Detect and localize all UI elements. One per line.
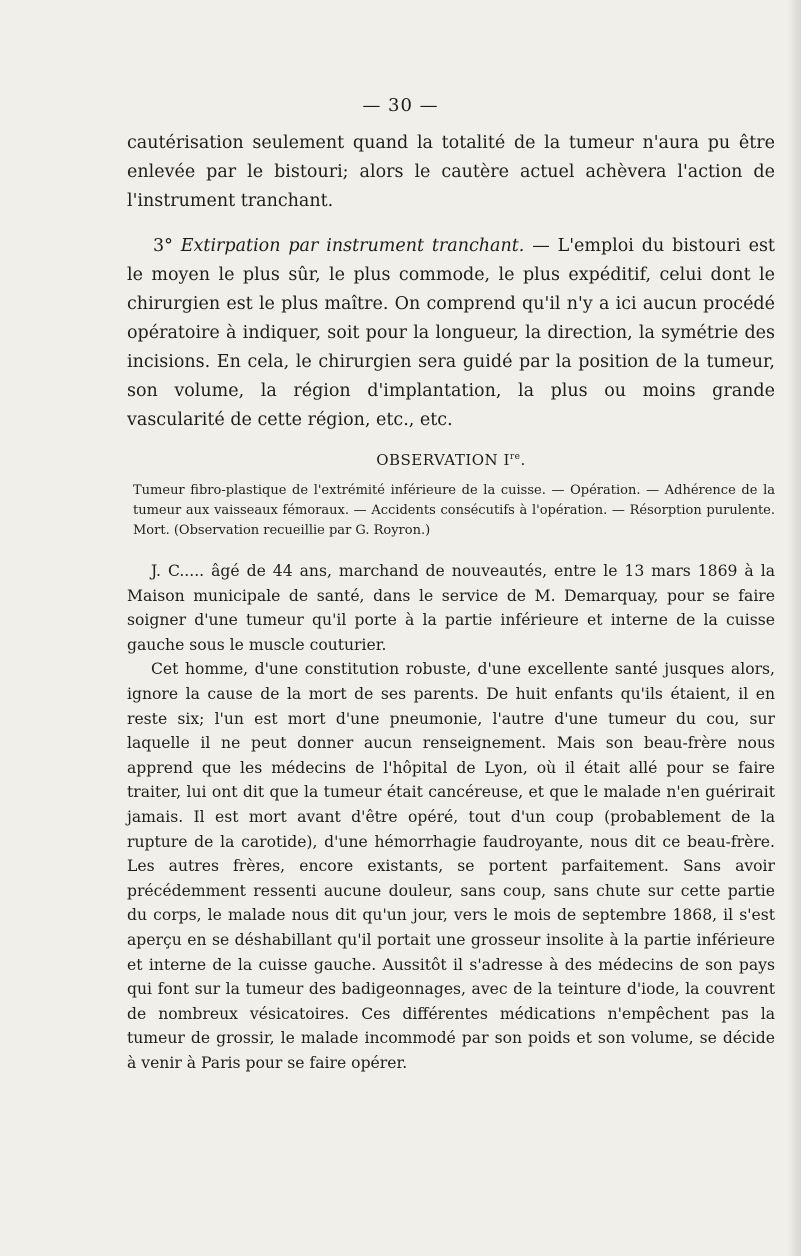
observation-summary: Tumeur fibro-plastique de l'extrémité inférieure de la cuisse. — Opération. — Adhérence de la tumeur aux vaisseaux fémoraux. — Accidents consécutifs à l'opération. — Résorption purulente. Mort. (Observation recueillie par G. Royron.) xyxy=(133,483,775,538)
observation-title xyxy=(127,451,775,469)
paragraph-extirpation xyxy=(127,232,775,435)
paragraph-cauterisation: cautérisation seulement quand la totalité de la tumeur n'aura pu être enlevée par le bistouri; alors le cautère actuel achèvera l'action de l'instrument tranchant. xyxy=(127,133,775,211)
section-number: 3° xyxy=(153,236,173,256)
section-heading: Extirpation par instrument tranchant. xyxy=(180,236,525,256)
page-number: — 30 — xyxy=(362,95,439,116)
page-content xyxy=(127,129,775,1075)
observation-title-text: OBSERVATION I xyxy=(376,451,510,469)
observation-paragraph-2: Cet homme, d'une constitution robuste, d'une excellente santé jusques alors, ignore la cause de la mort de ses parents. De huit enfants qu'ils étaient, il en reste six; l'un est mort d'une pneumonie, l'autre d'une tumeur du cou, sur laquelle il ne peut donner aucun renseignement. Mais son beau-frère nous apprend que les médecins de l'hôpital de Lyon, où il était allé pour se faire traiter, lui ont dit que la tumeur était cancéreuse, et que le malade n'en guérirait jamais. Il est mort avant d'être opéré, tout d'un coup (probablement de la rupture de la carotide), d'une hémorrhagie faudroyante, nous dit ce beau-frère. Les autres frères, encore existants, se portent parfaitement. Sans avoir précédemment ressenti aucune douleur, sans coup, sans chute sur cette partie du corps, le malade nous dit qu'un jour, vers le mois de septembre 1868, il s'est aperçu en se déshabillant qu'il portait une grosseur insolite à la partie inférieure et interne de la cuisse gauche. Aussitôt il s'adresse à des médecins de son pays qui font sur la tumeur des badigeonnages, avec de la teinture d'iode, la couvrent de nombreux vésicatoires. Ces différentes médications n'empêchent pas la tumeur de grossir, le malade incommodé par son poids et son volume, se décide à venir à Paris pour se faire opérer. xyxy=(127,660,775,1072)
observation-title-period: . xyxy=(520,451,526,469)
observation-paragraph-1: J. C..... âgé de 44 ans, marchand de nouveautés, entre le 13 mars 1869 à la Maison municipale de santé, dans le service de M. Demarquay, pour se faire soigner d'une tumeur qu'il porte à la partie inférieure et interne de la cuisse gauche sous le muscle couturier. xyxy=(127,562,775,654)
page-edge-shadow xyxy=(787,0,801,1256)
section-text: — L'emploi du bistouri est le moyen le plus sûr, le plus commode, le plus expéditif, celui dont le chirurgien est le plus maître. On comprend qu'il n'y a ici aucun procédé opératoire à indiquer, soit pour la longueur, la direction, la symétrie des incisions. En cela, le chirurgien sera guidé par la position de la tumeur, son volume, la région d'implantation, la plus ou moins grande vascularité de cette région, etc., etc. xyxy=(127,236,775,430)
observation-title-superscript: re xyxy=(509,452,521,462)
